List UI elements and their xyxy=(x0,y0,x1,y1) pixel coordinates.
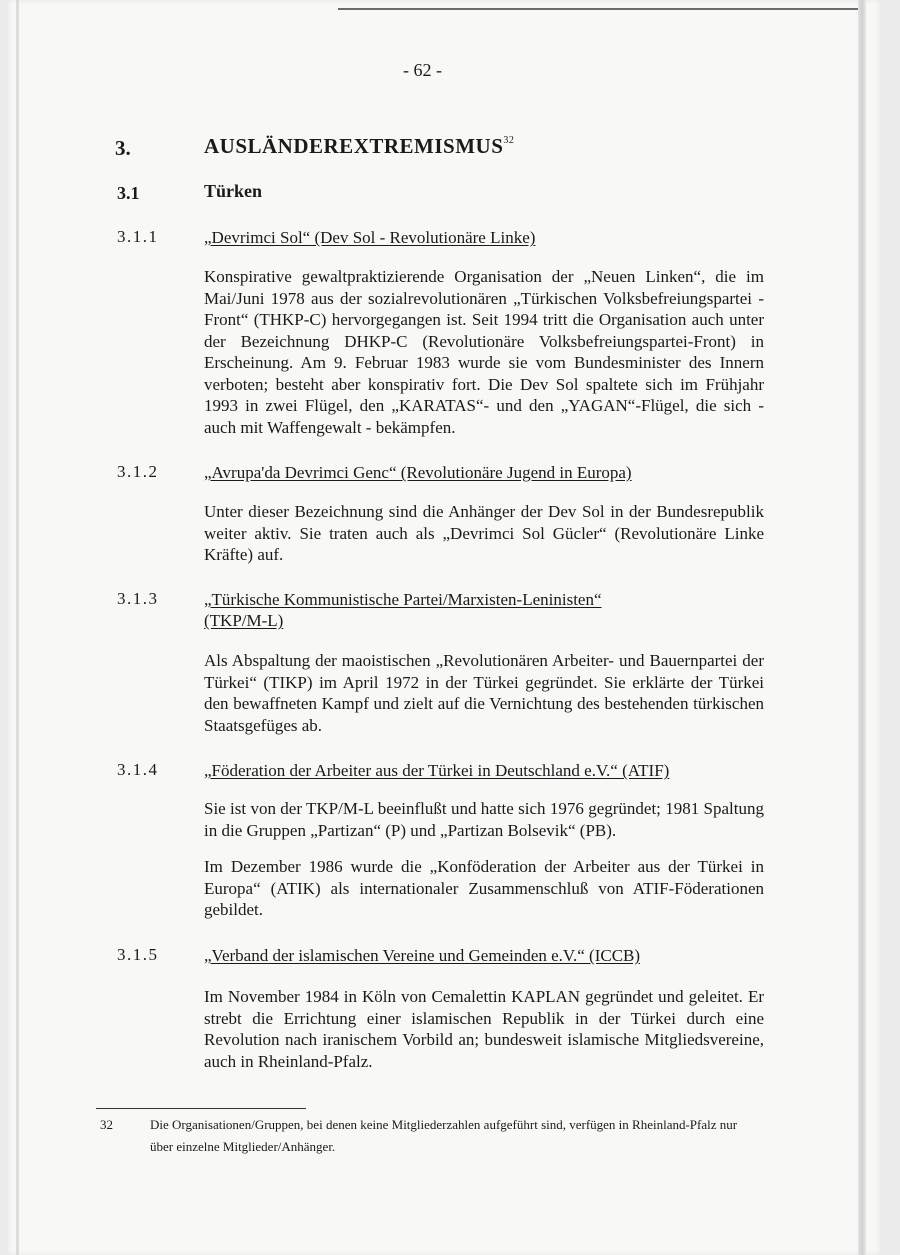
section-title: Türken xyxy=(204,181,263,201)
footnote-text: Die Organisationen/Gruppen, bei denen keine Mitgliederzahlen aufgeführt sind, verfügen in Rheinland-Pfalz nur über einzelne Mitglieder/Anhänger. xyxy=(150,1117,738,1154)
footnote-divider xyxy=(96,1108,306,1109)
page-number: - 62 - xyxy=(403,60,442,80)
footnote-reference[interactable]: 32 xyxy=(503,135,515,146)
page-right-edge xyxy=(858,0,866,1255)
chapter-title-text: AUSLÄNDEREXTREMISMUS xyxy=(204,134,504,158)
subsection-title: „Türkische Kommunistische Partei/Marxisten-Leninisten“ (TKP/M-L) xyxy=(204,590,602,630)
subsection-paragraph: Im November 1984 in Köln von Cemalettin KAPLAN gegründet und geleitet. Er strebt die Errichtung einer islamischen Republik in der Türkei durch eine Revolution nach iranischem Vorbild an; bundesweit islamische Mitgliedsvereine, auch in Rheinland-Pfalz. xyxy=(204,987,764,1071)
document-page xyxy=(8,0,880,1255)
subsection-paragraph: Im Dezember 1986 wurde die „Konföderation der Arbeiter aus der Türkei in Europa“ (ATIK) als internationaler Zusammenschluß von ATIF-Föderationen gebildet. xyxy=(204,857,764,919)
subsection-paragraph: Konspirative gewaltpraktizierende Organisation der „Neuen Linken“, die im Mai/Juni 1978 aus der sozialrevolutionären „Türkischen Volksbefreiungspartei - Front“ (THKP-C) hervorgegangen ist. Seit 1994 tritt die Organisation auch unter der Bezeichnung DHKP-C (Revolutionäre Volksbefreiungspartei-Front) in Erscheinung. Am 9. Februar 1983 wurde sie vom Bundesminister des Innern verboten; besteht aber konspirativ fort. Die Dev Sol spaltete sich im Frühjahr 1993 in zwei Flügel, den „KARATAS“- und den „YAGAN“-Flügel, die sich - auch mit Waffengewalt - bekämpfen. xyxy=(204,267,764,437)
chapter-title xyxy=(204,134,514,159)
subsection-number: 3.1.1 xyxy=(117,227,159,246)
subsection-number: 3.1.4 xyxy=(117,760,159,779)
subsection-title: „Avrupa'da Devrimci Genc“ (Revolutionäre Jugend in Europa) xyxy=(204,463,632,482)
section-number: 3.1 xyxy=(117,183,140,203)
subsection-number: 3.1.5 xyxy=(117,945,159,964)
subsection-title: „Verband der islamischen Vereine und Gemeinden e.V.“ (ICCB) xyxy=(204,946,641,965)
subsection-number: 3.1.2 xyxy=(117,462,159,481)
footnote-number: 32 xyxy=(100,1117,113,1132)
subsection-number: 3.1.3 xyxy=(117,589,159,608)
subsection-paragraph: Unter dieser Bezeichnung sind die Anhänger der Dev Sol in der Bundesrepublik weiter aktiv. Sie traten auch als „Devrimci Sol Gücler“ (Revolutionäre Linke Kräfte) auf. xyxy=(204,502,764,564)
subsection-title: „Devrimci Sol“ (Dev Sol - Revolutionäre Linke) xyxy=(204,228,536,247)
subsection-paragraph: Als Abspaltung der maoistischen „Revolutionären Arbeiter- und Bauernpartei der Türkei“ (TIKP) im April 1972 in der Türkei gegründet. Sie erklärte der Türkei den bewaffneten Kampf und zielt auf die Vernichtung des bestehenden türkischen Staatsgefüges ab. xyxy=(204,651,764,735)
chapter-number: 3. xyxy=(115,136,131,160)
page-top-rule xyxy=(338,8,860,10)
subsection-paragraph: Sie ist von der TKP/M-L beeinflußt und hatte sich 1976 gegründet; 1981 Spaltung in die Gruppen „Partizan“ (P) und „Partizan Bolsevik“ (PB). xyxy=(204,799,764,840)
page-left-shadow xyxy=(16,0,19,1255)
subsection-title: „Föderation der Arbeiter aus der Türkei in Deutschland e.V.“ (ATIF) xyxy=(204,761,670,780)
